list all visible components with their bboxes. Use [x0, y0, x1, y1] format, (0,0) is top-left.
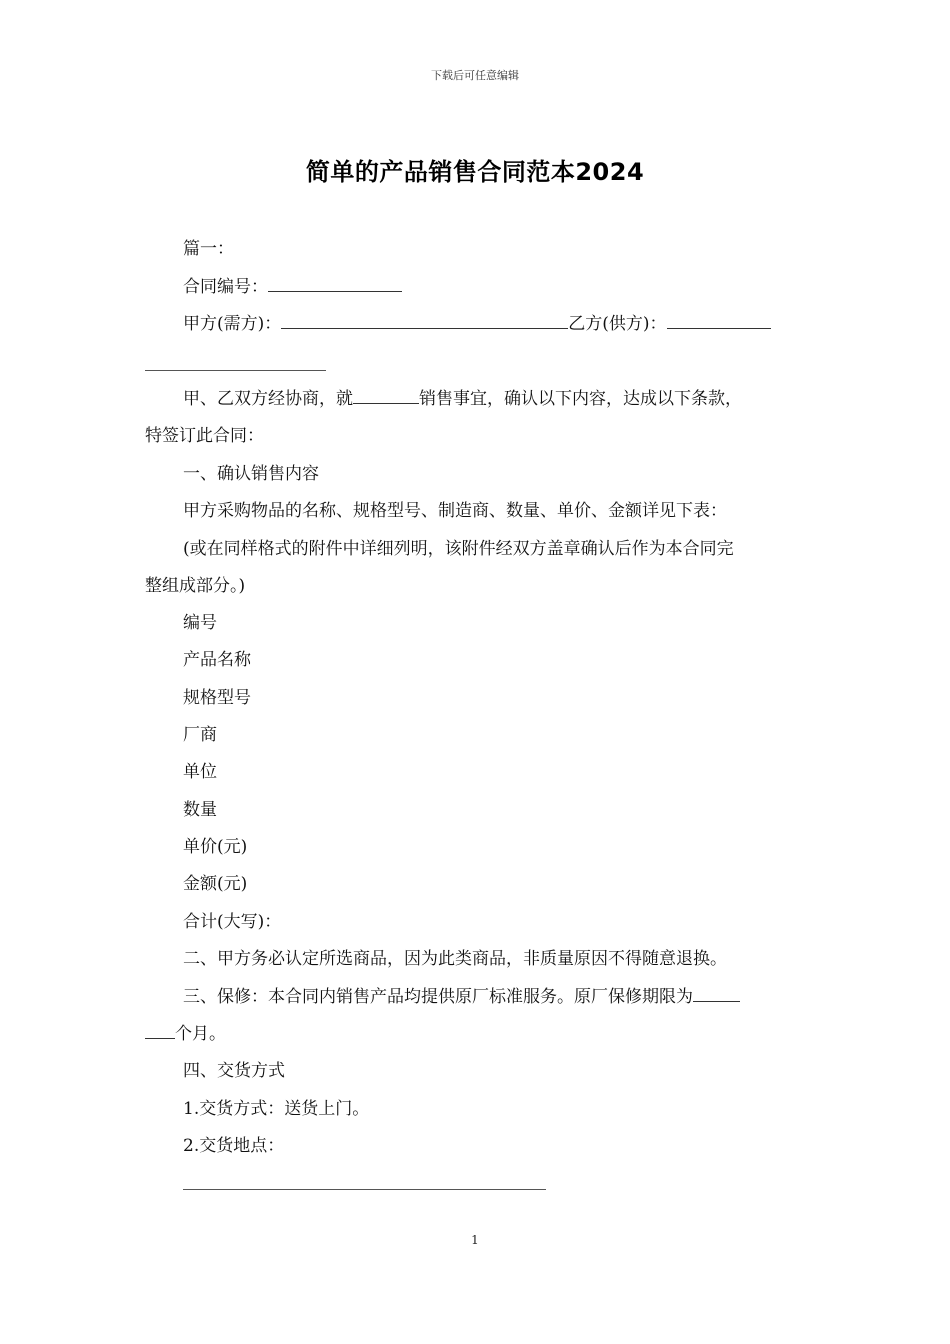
- delivery-place: 2.交货地点：: [183, 1136, 285, 1156]
- table-field-unit-price: 单价(元): [183, 837, 248, 857]
- warranty-months-blank[interactable]: [693, 981, 740, 1002]
- party-b-blank[interactable]: [667, 308, 771, 329]
- table-field-unit: 单位: [183, 762, 217, 782]
- party-a-blank[interactable]: [281, 308, 568, 329]
- clause-1-text: 甲方采购物品的名称、规格型号、制造商、数量、单价、金额详见下表：: [183, 501, 727, 521]
- clause-4-heading: 四、交货方式: [183, 1061, 285, 1081]
- clause-1-note-line-2: 整组成部分。): [145, 576, 246, 596]
- clause-3-months: 个月。: [175, 1024, 226, 1044]
- table-field-product-name: 产品名称: [183, 650, 251, 670]
- intro-line-1: [145, 381, 845, 418]
- delivery-place-blank[interactable]: [183, 1189, 546, 1190]
- party-a-label: 甲方(需方)：: [183, 314, 282, 334]
- clause-3-text: 三、保修：本合同内销售产品均提供原厂标准服务。原厂保修期限为: [183, 987, 693, 1007]
- warranty-months-blank-continued[interactable]: [145, 1018, 175, 1039]
- intro-line-2: 特签订此合同：: [145, 426, 264, 446]
- table-field-total: 合计(大写)：: [183, 912, 282, 932]
- clause-3-line-2: [145, 1016, 807, 1053]
- contract-number-blank[interactable]: [268, 271, 402, 292]
- table-field-number: 编号: [183, 613, 217, 633]
- document-title: 简单的产品销售合同范本2024: [305, 158, 645, 186]
- contract-number-label: 合同编号：: [183, 277, 268, 297]
- clause-1-heading: 一、确认销售内容: [183, 464, 319, 484]
- parties-line: [145, 306, 845, 343]
- product-blank[interactable]: [353, 383, 419, 404]
- clause-3-line-1: [145, 979, 845, 1016]
- clause-2: 二、甲方务必认定所选商品，因为此类商品，非质量原因不得随意退换。: [183, 949, 727, 969]
- contract-number-line: [145, 269, 845, 306]
- section-label: 篇一：: [183, 239, 234, 259]
- page-number: 1: [471, 1233, 479, 1247]
- intro-part-2: 销售事宜，确认以下内容，达成以下条款，: [419, 389, 742, 409]
- delivery-method: 1.交货方式：送货上门。: [183, 1099, 370, 1119]
- intro-part-1: 甲、乙双方经协商，就: [183, 389, 353, 409]
- table-field-manufacturer: 厂商: [183, 725, 217, 745]
- clause-1-note-line-1: (或在同样格式的附件中详细列明，该附件经双方盖章确认后作为本合同完: [183, 539, 734, 559]
- party-b-label: 乙方(供方)：: [568, 314, 667, 334]
- table-field-amount: 金额(元): [183, 874, 248, 894]
- table-field-spec-model: 规格型号: [183, 688, 251, 708]
- header-note: 下载后可任意编辑: [431, 69, 519, 82]
- table-field-quantity: 数量: [183, 800, 217, 820]
- party-b-blank-continued[interactable]: [145, 370, 326, 371]
